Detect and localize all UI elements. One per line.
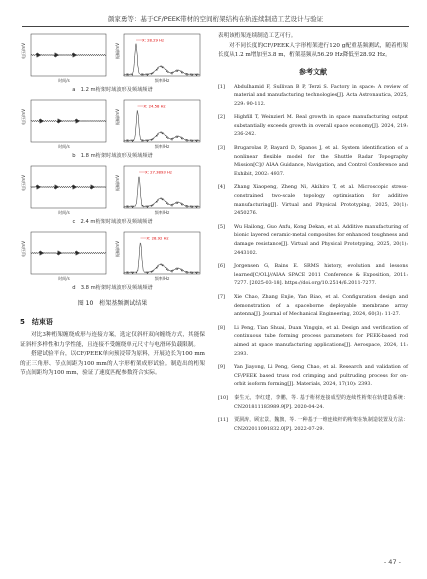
- reference-text: Wu Hailong, Guo Anfu, Kong Dekan, et al. Additive manufacturing of bionic layered ceramic-metal composites for enhanced toughness and damage resistance[J]. Virtual and Physical Prototyping, 2025, 20(1): 2443102.: [234, 223, 408, 256]
- spectrum-plot: [116, 230, 202, 282]
- subfigure-caption: a 1.2 m桁架时域波形及频域频谱: [72, 87, 153, 93]
- reference-number: [6]: [218, 263, 225, 270]
- reference-text: Li Peng, Tian Shuai, Duan Yingqin, et al. Design and verification of continuous tube forming process parameters for PEEK-based rod aimed at space manufacturing applications[J]. Aerospace, 2024, 11: 2393.: [234, 324, 408, 357]
- peak-label: X: 28.29 Hz: [142, 37, 165, 43]
- reference-number: [8]: [218, 324, 225, 331]
- reference-item: [218, 293, 408, 319]
- figure-panel: [20, 164, 205, 226]
- x-axis-label: 时间/s: [58, 276, 70, 281]
- reference-text: Xie Chao, Zhang Enjie, Yan Biao, et al. Configuration design and demonstration of a spaceborne deployable membrane array antenna[J]. Journal of Mechanical Engineering, 2024, 60(3): 11-27.: [234, 293, 408, 318]
- time-domain-svg: [22, 230, 108, 282]
- x-axis-label: 频率/Hz: [154, 144, 170, 149]
- section-title: 5 结束语: [20, 318, 53, 326]
- reference-list: [218, 83, 408, 434]
- reference-number: [5]: [218, 223, 225, 230]
- reference-text: Yan Jiayong, Li Peng, Geng Chao, et al. Research and validation of CF/PEEK based truss rod crimping and pultruding process for on-orbit isoform forming[J]. Materials, 2024, 17(10): 2393.: [234, 364, 408, 388]
- reference-item: [218, 416, 408, 433]
- y-axis-label: 振幅/mV: [115, 43, 120, 59]
- reference-text: 贾洞涛，顾宏景，魏旗，等. 一种基于一维连续杆的桁架在轨制造装置及方法：CN202011091832.0[P]. 2022-07-29.: [234, 417, 408, 432]
- y-axis-label: 振幅/mV: [115, 175, 120, 191]
- spectrum-svg: [116, 164, 202, 216]
- figure-panel: [20, 98, 205, 160]
- y-axis-label: 电压/mV: [21, 241, 26, 257]
- spectrum-plot: [116, 164, 202, 216]
- reference-number: [4]: [218, 184, 225, 191]
- reference-item: [218, 144, 408, 178]
- figure-panels: [20, 32, 205, 292]
- y-axis-label: 电压/mV: [21, 175, 26, 191]
- reference-number: [1]: [218, 83, 225, 90]
- spectrum-svg: [116, 230, 202, 282]
- x-axis-label: 频率/Hz: [154, 210, 170, 215]
- subfigure-caption: c 2.4 m桁架时域波形及频域频谱: [72, 219, 153, 225]
- paragraph: 表明该桁架连续制造工艺可行。: [218, 33, 297, 39]
- reference-item: [218, 394, 408, 411]
- waveform-line: [31, 119, 106, 124]
- spectrum-line: [124, 44, 200, 76]
- spectrum-svg: [116, 98, 202, 150]
- peak-label: X: 27.3893 Hz: [145, 169, 172, 175]
- waveform-line: [31, 251, 106, 256]
- spectrum-plot: [116, 98, 202, 150]
- peak-label: X: 24.58 Hz: [143, 103, 166, 109]
- reference-text: Zhang Xiaopeng, Zheng Ni, Akihiro T, et al. Microscopic stress-constrained two-scale topology optimisation for additive manufacturing[J]. Virtual and Physical Prototyping, 2025, 20(1): 2450276.: [234, 184, 408, 217]
- y-axis-label: 电压/mV: [21, 43, 26, 59]
- reference-text: 秦生元，李红建，李鹏，等. 基于桁材连接成型的连续性桁架在轨建造系统：CN201811183989.9[P]. 2020-04-24.: [234, 394, 408, 410]
- paragraph: 对不同长度的CF/PEEK人字形桁架进行120 g配重基频测试，随着桁架长度从1.2 m增加至3.8 m，桁架基频从56.29 Hz降低至28.92 Hz。: [218, 42, 408, 58]
- time-domain-plot: [22, 164, 108, 216]
- page-number: - 47 -: [383, 558, 401, 566]
- reference-text: Highfill T, Weinzierl M. Real growth in space manufacturing output substantially exceeds growth in overall space economy[J]. 2024, 219: 236-242.: [234, 114, 408, 138]
- reference-number: [3]: [218, 145, 225, 152]
- x-axis-label: 频率/Hz: [154, 276, 170, 281]
- references-title: 参考文献: [299, 67, 327, 76]
- spectrum-plot: [116, 32, 202, 84]
- figure-caption: 图 10 桁架基频测试结果: [77, 300, 148, 307]
- time-domain-svg: [22, 98, 108, 150]
- time-domain-plot: [22, 230, 108, 282]
- reference-number: [7]: [218, 293, 225, 300]
- reference-text: Brugarolas P, Bayard D, Spanos J, et al. System identification of a nonlinear flexible model for the Shuttle Radar Topography Mission[C]// AIAA Guidance, Navigation, and Control Conference and Exhibit, 2002: 4937.: [234, 145, 408, 177]
- y-axis-label: 振幅/mV: [115, 109, 120, 125]
- right-column: [218, 32, 408, 438]
- reference-item: [218, 223, 408, 257]
- reference-item: [218, 262, 408, 288]
- subfigure-caption: d 3.8 m桁架时域波形及频域频谱: [72, 285, 153, 291]
- paragraph: 搭建试验平台，以CF/PEEK单向预浸带为原料，开展边长为100 mm的正三角形、节点间距为100 mm的人字形桁架成形试验。制造出的桁架节点间距均为100 mm，验证了速度匹配参数符合实际。: [20, 351, 205, 376]
- figure-panel: [20, 230, 205, 292]
- waveform-line: [31, 53, 106, 58]
- x-axis-label: 时间/s: [58, 210, 70, 215]
- y-axis-label: 电压/mV: [21, 109, 26, 125]
- time-domain-plot: [22, 32, 108, 84]
- time-domain-plot: [22, 98, 108, 150]
- x-axis-label: 时间/s: [58, 78, 70, 83]
- reference-text: Abdulhamid F, Sullivan B P, Terzi S. Factory in space: A review of material and manufacturing technologies[J]. Acta Astronautica, 2025, 229: 90-112.: [234, 83, 408, 107]
- reference-number: [10]: [218, 394, 229, 401]
- reference-number: [9]: [218, 364, 225, 371]
- left-column: [20, 32, 205, 379]
- reference-item: [218, 113, 408, 139]
- subfigure-caption: b 1.8 m桁架时域波形及频域频谱: [72, 153, 153, 159]
- reference-item: [218, 324, 408, 358]
- peak-label: X: 28.92 Hz: [146, 235, 169, 241]
- time-domain-svg: [22, 32, 108, 84]
- spectrum-line: [124, 177, 200, 208]
- spectrum-svg: [116, 32, 202, 84]
- spectrum-line: [124, 110, 200, 142]
- reference-number: [2]: [218, 114, 225, 121]
- spectrum-line: [124, 243, 200, 274]
- reference-text: Jorgensen G, Bains E. SRMS history, evolution and lessons learned[C/OL]//AIAA SPACE 2011 Conference & Exposition, 2011: 7277. [2025-03-18]. https://doi.org/10.2514/6.2011-7277.: [234, 263, 408, 287]
- reference-item: [218, 83, 408, 109]
- running-header: 颜家勇等：基于CF/PEEK带材的空间桁架结构在轨连续制造工艺设计与验证: [22, 14, 409, 27]
- paragraph: 对比3种桁架缠绕成形与连接方案，选定仅斜杆双向缠绕方式，其能保证斜杆多样性和力学性能，且连接不受缠绕单元尺寸与电滑环负载限制。: [20, 332, 205, 348]
- reference-number: [11]: [218, 417, 229, 424]
- figure-panel: [20, 32, 205, 94]
- x-axis-label: 频率/Hz: [154, 78, 170, 83]
- time-domain-svg: [22, 164, 108, 216]
- x-axis-label: 时间/s: [58, 144, 70, 149]
- reference-item: [218, 183, 408, 217]
- y-axis-label: 振幅/mV: [115, 241, 120, 257]
- reference-item: [218, 363, 408, 389]
